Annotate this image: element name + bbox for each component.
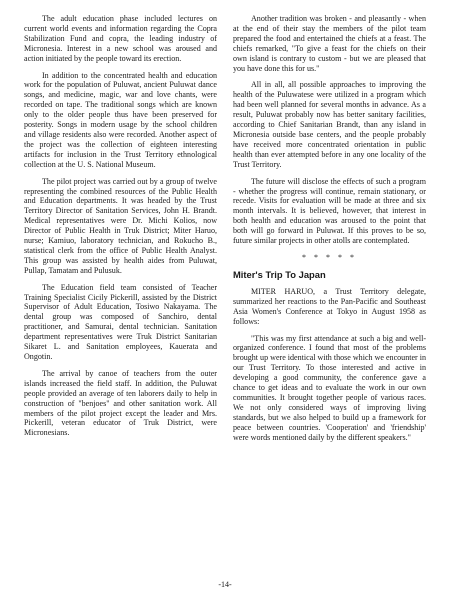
pilot-team-paragraph: The pilot project was carried out by a group of twelve representing the combined resources of the Public Health and Education departments. It was headed by the Trust Territory Director of Sanitation Services, John H. Brandt. Medical representatives were Dr. Michi Kolios, now Director of Public Health in Truk District; Miter Haruo, nurse; Kamiuo, laboratory technician, and Rokucho B., statistical clerk from the office of Public Health Analyst. This group was assisted by health aides from Puluwat, Pullap, Tamatam and Pulusuk. <box>24 176 217 275</box>
left-column <box>24 14 217 450</box>
delegate-quote-paragraph: "This was my first attendance at such a big and well-organized conference. I found that most of the problems brought up were identical with those which we encounter in our Trust Territory. To those interested and active in developing a good community, the conference gave a chance to get ideas and to evaluate the work in our own communities. It brought together people of various races. We not only considered ways of improving living standards, but we also helped to build up a framework for peace between countries. 'Cooperation' and 'friendship' were words mentioned daily by the different speakers." <box>233 333 426 442</box>
recordings-paragraph: In addition to the concentrated health and education work for the population of Puluwat, ancient Puluwat dance songs, and medicine, magic, war and love chants, were recorded on tape. The traditional songs which are known only to the older people thus have been preserved for posterity. Songs in modern usage by the school children and village residents also were recorded. Another aspect of the project was the collection of eighteen interesting artifacts for inclusion in the Trust Territory ethnological collection at the U. S. National Museum. <box>24 70 217 169</box>
page-number: -14- <box>218 580 232 589</box>
right-column <box>233 14 426 450</box>
canoe-arrival-paragraph: The arrival by canoe of teachers from the outer islands increased the field staff. In addition, the Puluwat people provided an average of ten laborers daily to help in construction of "benjoes" and other sanitation work. All members of the pilot project except the leader and Mrs. Pickerill, veteran educator of Truk District, were Micronesians. <box>24 368 217 438</box>
two-column-body <box>24 14 426 450</box>
feast-paragraph: Another tradition was broken - and pleasantly - when at the end of their stay the members of the pilot team prepared the food and entertained the chiefs at a feast. The chiefs remarked, "To give a feast for the chiefs on their own island is contrary to custom - but we are pleased that you have done this for us." <box>233 14 426 73</box>
future-effects-paragraph: The future will disclose the effects of such a program - whether the progress will continue, remain stationary, or recede. Visits for evaluation will be made at three and six month intervals. It is believed, however, that interest in both health and education was aroused to the point that both will go forward in Puluwat. If this proves to be so, future similar projects in other atolls are contemplated. <box>233 176 426 246</box>
education-team-paragraph: The Education field team consisted of Teacher Training Specialist Cicily Pickerill, assisted by the District Supervisor of Adult Education, Tosiwo Nakayama. The dental group was composed of Sanchiro, dental practitioner, and Samurai, dental technician. Sanitation department representatives were Truk District Sanitarian Sikaret L. and Sanitation employees, Kauerata and Ongotin. <box>24 282 217 361</box>
section-heading: Miter's Trip To Japan <box>233 268 326 280</box>
adult-education-paragraph: The adult education phase included lectures on current world events and information regarding the Copra Stabilization Fund and copra, the leading industry of Micronesia. Interest in a new school was aroused and action initiated by the people toward its erection. <box>24 14 217 63</box>
health-approaches-paragraph: All in all, all possible approaches to improving the health of the Puluwatese were utilized in a program which had been well planned for several months in advance. As a result, Puluwat probably now has better sanitary facilities, according to Chief Sanitarian Brandt, than any island in Micronesia outside base centers, and the people probably have received more concentrated orientation in public health than ever attempted before in any one locality of the Trust Territory. <box>233 80 426 169</box>
section-separator: * * * * * <box>302 252 357 262</box>
delegate-intro-paragraph: MITER HARUO, a Trust Territory delegate, summarized her reactions to the Pan-Pacific and Southeast Asia Women's Conference at Tokyo in August 1958 as follows: <box>233 286 426 326</box>
